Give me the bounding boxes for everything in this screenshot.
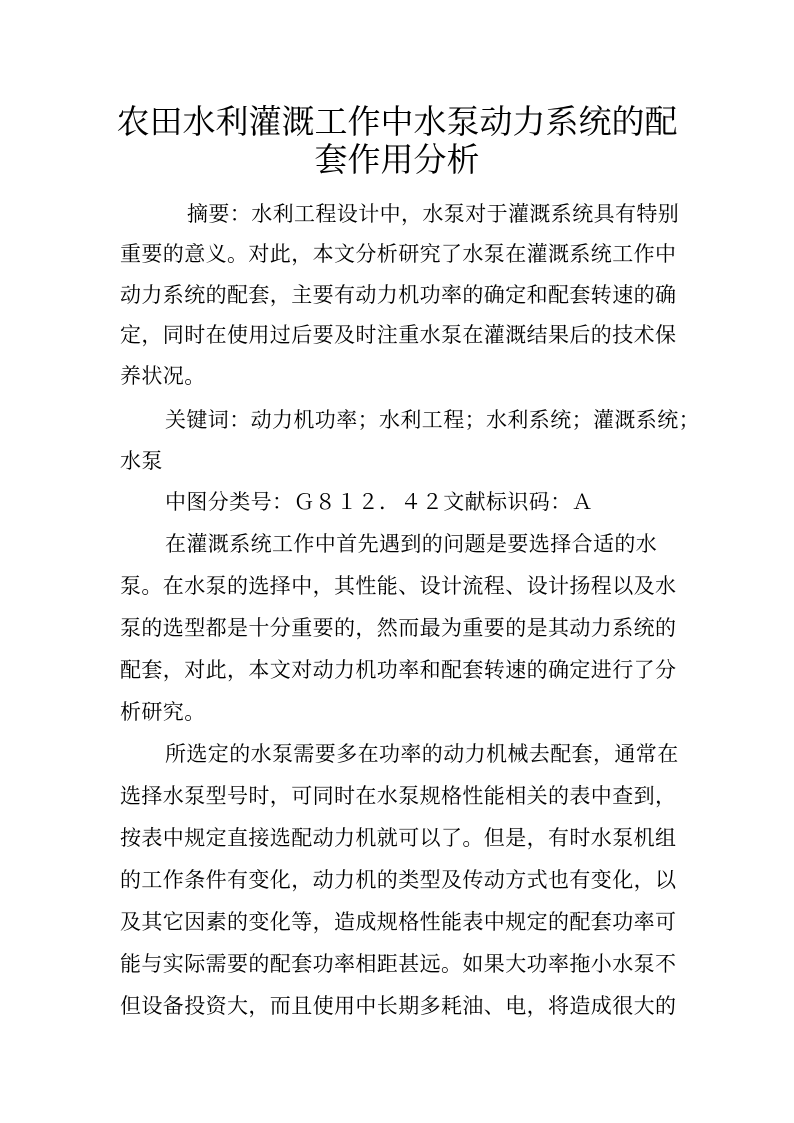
abstract-line: 摘要：水利工程设计中，水泵对于灌溉系统具有特别	[187, 202, 680, 226]
paragraph-2-line: 所选定的水泵需要多在功率的动力机械去配套，通常在	[165, 742, 679, 766]
paragraph-2-line: 能与实际需要的配套功率相距甚远。如果大功率拖小水泵不	[120, 952, 677, 976]
paragraph-1-line: 在灌溉系统工作中首先遇到的问题是要选择合适的水	[165, 532, 658, 556]
classification-line: 中图分类号：Ｇ８１２．４２文献标识码：Ａ	[165, 490, 593, 514]
keywords-line: 关键词：动力机功率；水利工程；水利系统；灌溉系统；	[165, 408, 700, 432]
paragraph-2-line: 及其它因素的变化等，造成规格性能表中规定的配套功率可	[120, 910, 677, 934]
paragraph-2-line: 的工作条件有变化，动力机的类型及传动方式也有变化，以	[120, 868, 677, 892]
paragraph-2-line: 按表中规定直接选配动力机就可以了。但是，有时水泵机组	[120, 826, 677, 850]
abstract-line: 重要的意义。对此，本文分析研究了水泵在灌溉系统工作中	[120, 242, 677, 266]
paragraph-1-line: 析研究。	[120, 700, 206, 724]
abstract-line: 养状况。	[120, 364, 206, 388]
document-title-line-1: 农田水利灌溉工作中水泵动力系统的配	[116, 102, 678, 141]
abstract-line: 定，同时在使用过后要及时注重水泵在灌溉结果后的技术保	[120, 323, 677, 347]
keywords-line: 水泵	[120, 449, 163, 473]
paragraph-1-line: 配套，对此，本文对动力机功率和配套转速的确定进行了分	[120, 658, 677, 682]
paragraph-2-line: 选择水泵型号时，可同时在水泵规格性能相关的表中查到，	[120, 784, 677, 808]
abstract-line: 动力系统的配套，主要有动力机功率的确定和配套转速的确	[120, 283, 677, 307]
paragraph-1-line: 泵的选型都是十分重要的，然而最为重要的是其动力系统的	[120, 616, 677, 640]
paragraph-1-line: 泵。在水泵的选择中，其性能、设计流程、设计扬程以及水	[120, 574, 677, 598]
paragraph-2-line: 但设备投资大，而且使用中长期多耗油、电，将造成很大的	[120, 994, 677, 1018]
document-title-line-2: 套作用分析	[314, 140, 480, 179]
